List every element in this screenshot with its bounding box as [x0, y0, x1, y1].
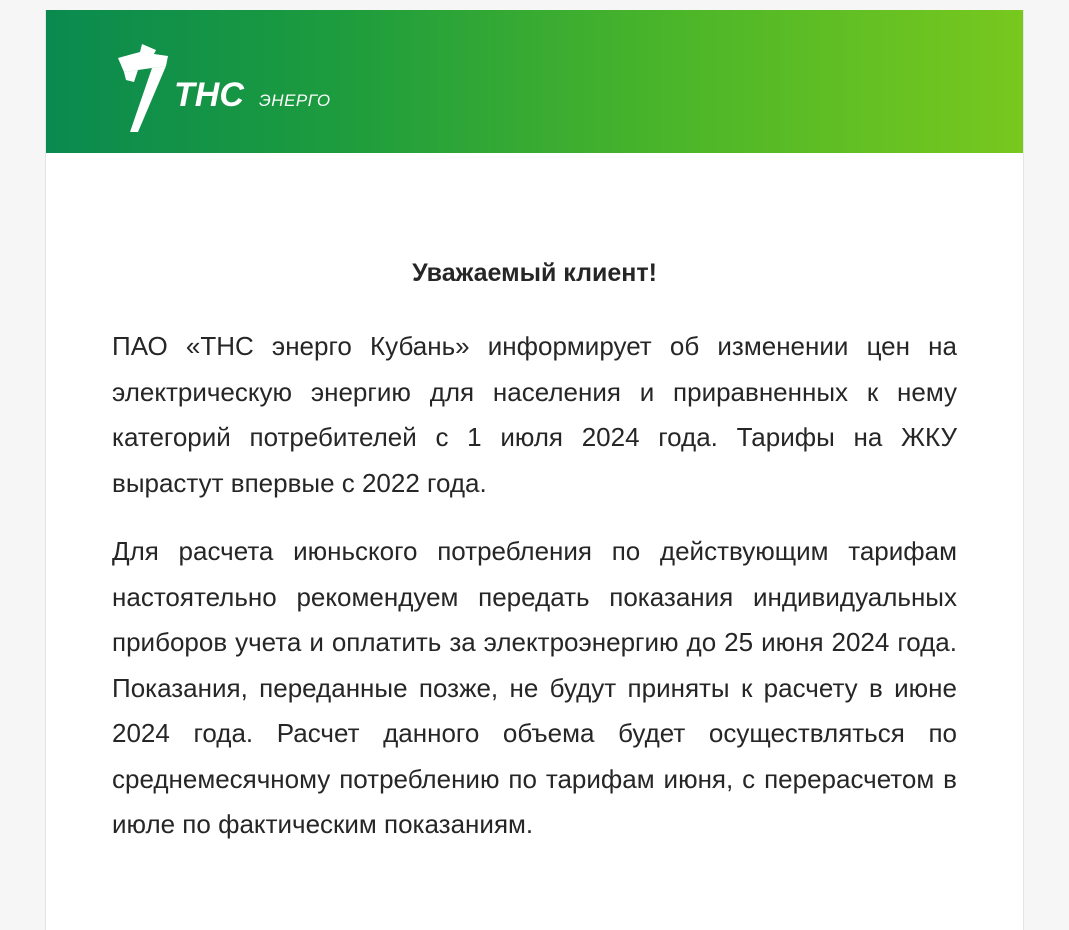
header-banner	[46, 10, 1023, 153]
email-body	[112, 255, 957, 871]
greeting-heading: Уважаемый клиент!	[412, 259, 657, 287]
brand-sub: ЭНЕРГО	[259, 91, 331, 110]
paragraph-price-change: ПАО «ТНС энерго Кубань» информирует об изменении цен на электрическую энергию для населения и приравненных к нему категорий потребителей с 1 июля 2024 года. Тарифы на ЖКУ вырастут впервые с 2022 года.	[112, 331, 957, 498]
paragraph-meter-readings: Для расчета июньского потребления по действующим тарифам настоятельно рекомендуем передать показания индивидуальных приборов учета и оплатить за электроэнергию до 25 июня 2024 года. Показания, переданные позже, не будут приняты к расчету в июне 2024 года. Расчет данного объема будет осуществляться по среднемесячному потреблению по тарифам июня, с перерасчетом в июле по фактическим показаниям.	[112, 536, 957, 839]
tns-logo-mark-icon	[116, 42, 176, 134]
brand-logo	[116, 42, 356, 134]
brand-name: ТНС	[174, 76, 244, 114]
email-card	[45, 10, 1024, 930]
